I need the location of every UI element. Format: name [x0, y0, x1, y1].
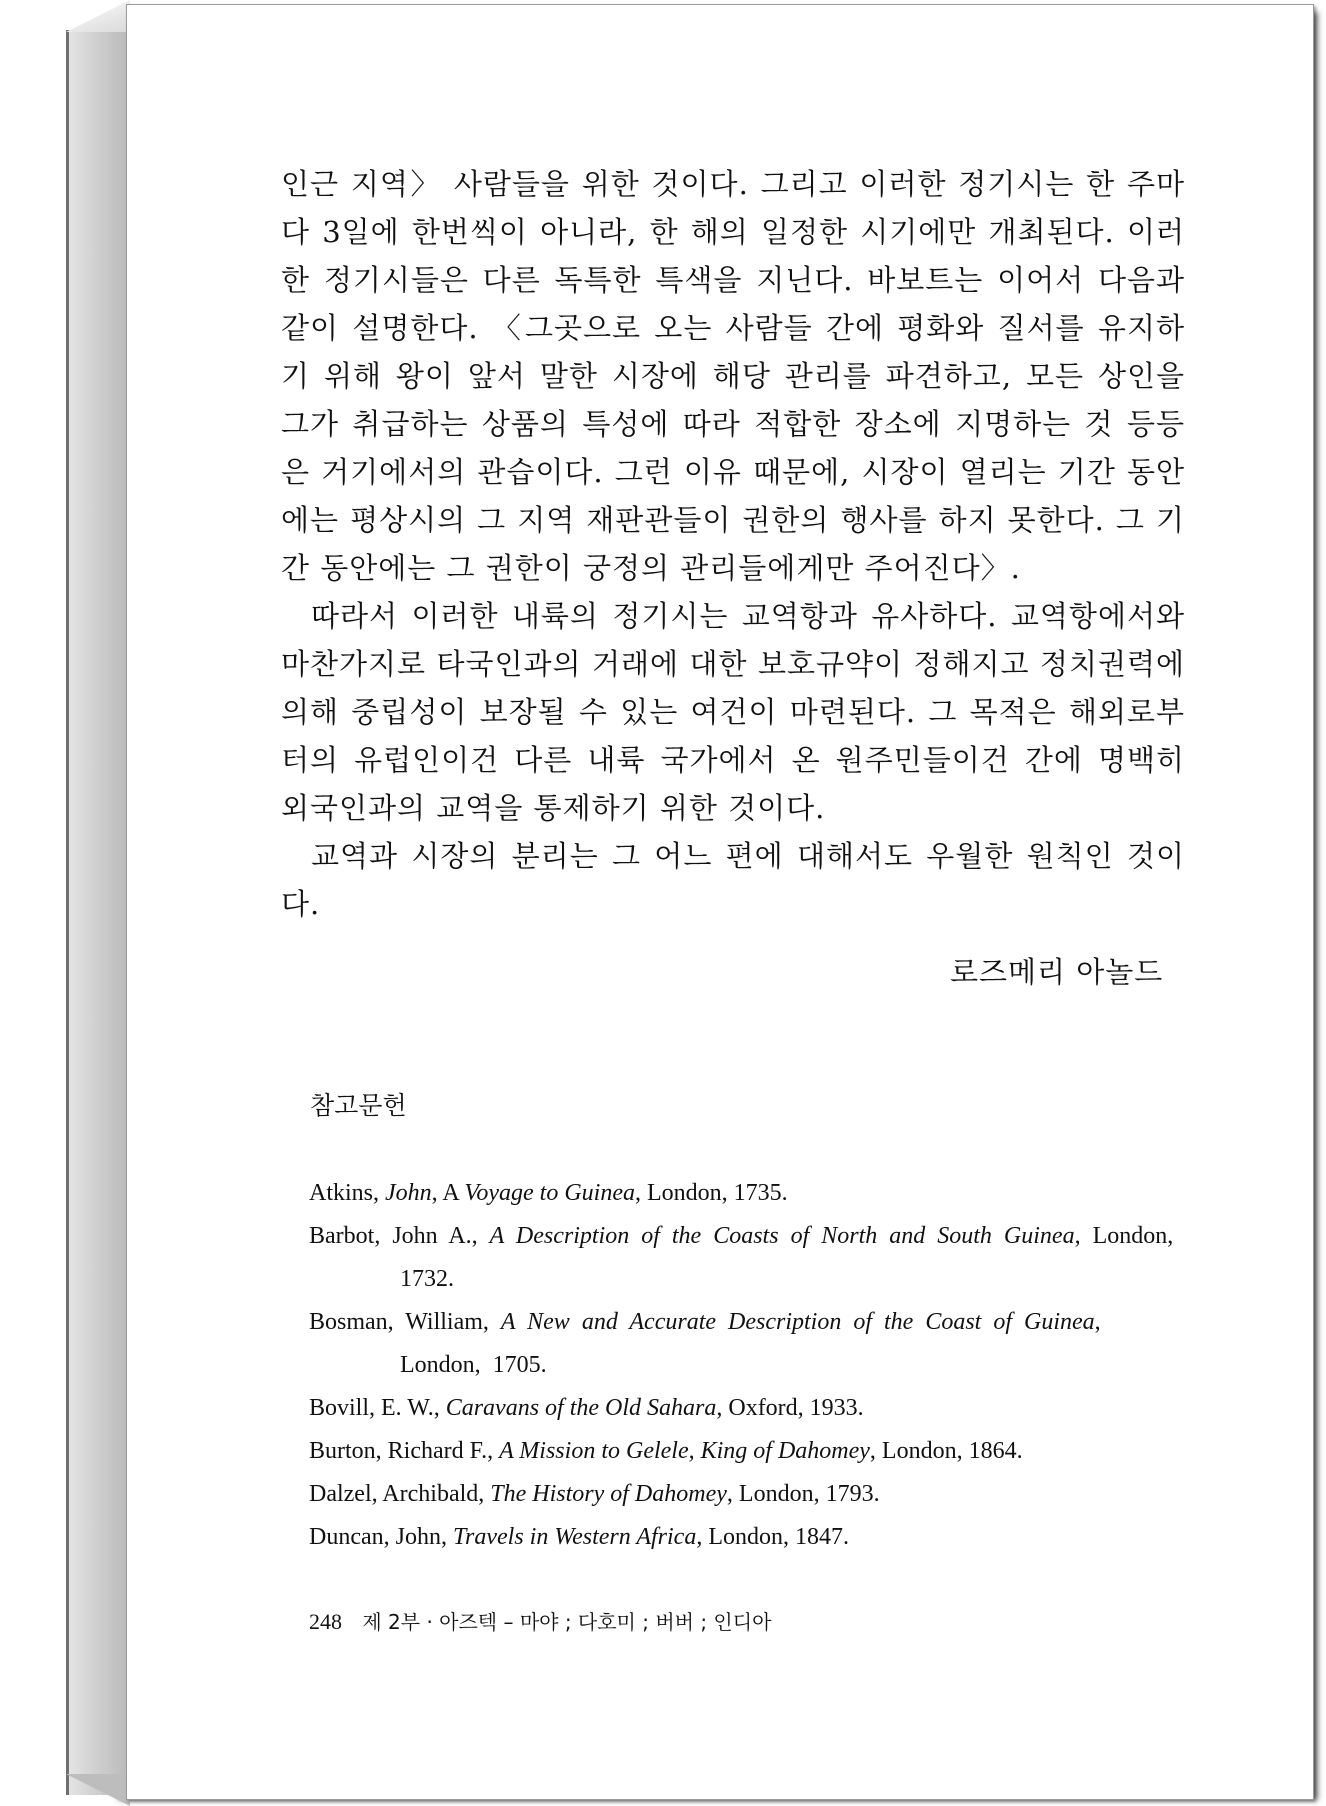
running-head: 제 2부 · 아즈텍 – 마야 ; 다호미 ; 버버 ; 인디아: [362, 1610, 772, 1634]
page-number: 248: [309, 1609, 342, 1634]
reference-item: Bovill, E. W., Caravans of the Old Sahara, Oxford, 1933.: [309, 1395, 864, 1421]
reference-item: Atkins, John, A Voyage to Guinea, London, 1735.: [309, 1180, 788, 1206]
page-footer: [309, 1606, 771, 1635]
reference-item: Dalzel, Archibald, The History of Dahomey, London, 1793.: [309, 1481, 880, 1507]
author-signature: 로즈메리 아놀드: [950, 955, 1164, 989]
reference-item: Bosman, William, A New and Accurate Description of the Coast of Guinea, London, 1705.: [309, 1309, 1101, 1378]
book-spine: [66, 30, 131, 1795]
reference-item: Duncan, John, Travels in Western Africa, London, 1847.: [309, 1524, 849, 1550]
reference-item: Burton, Richard F., A Mission to Gelele, King of Dahomey, London, 1864.: [309, 1438, 1023, 1464]
references-heading: 참고문헌: [310, 1091, 407, 1120]
reference-list: [309, 1172, 1189, 1559]
body-text: [281, 160, 1185, 928]
paragraph-2: 따라서 이러한 내륙의 정기시는 교역항과 유사하다. 교역항에서와 마찬가지로 타국인과의 거래에 대한 보호규약이 정해지고 정치권력에 의해 중립성이 보장될 수 있는 여건이 마련된다. 그 목적은 해외로부터의 유럽인이건 다른 내륙 국가에서 온 원주민들이건 간에 명백히 외국인과의 교역을 통제하기 위한 것이다.: [281, 599, 1185, 825]
book-spine-top: [66, 0, 130, 32]
paragraph-1: 인근 지역〉 사람들을 위한 것이다. 그리고 이러한 정기시는 한 주마다 3일에 한번씩이 아니라, 한 해의 일정한 시기에만 개최된다. 이러한 정기시들은 다른 독특한 특색을 지닌다. 바보트는 이어서 다음과 같이 설명한다. 〈그곳으로 오는 사람들 간에 평화와 질서를 유지하기 위해 왕이 앞서 말한 시장에 해당 관리를 파견하고, 모든 상인을 그가 취급하는 상품의 특성에 따라 적합한 장소에 지명하는 것 등등은 거기에서의 관습이다. 그런 이유 때문에, 시장이 열리는 기간 동안에는 평상시의 그 지역 재판관들이 권한의 행사를 하지 못한다. 그 기간 동안에는 그 권한이 궁정의 관리들에게만 주어진다〉.: [281, 167, 1185, 585]
paragraph-3: 교역과 시장의 분리는 그 어느 편에 대해서도 우월한 원칙인 것이다.: [281, 839, 1185, 921]
reference-item: Barbot, John A., A Description of the Coasts of North and South Guinea, London, 1732.: [309, 1223, 1174, 1292]
